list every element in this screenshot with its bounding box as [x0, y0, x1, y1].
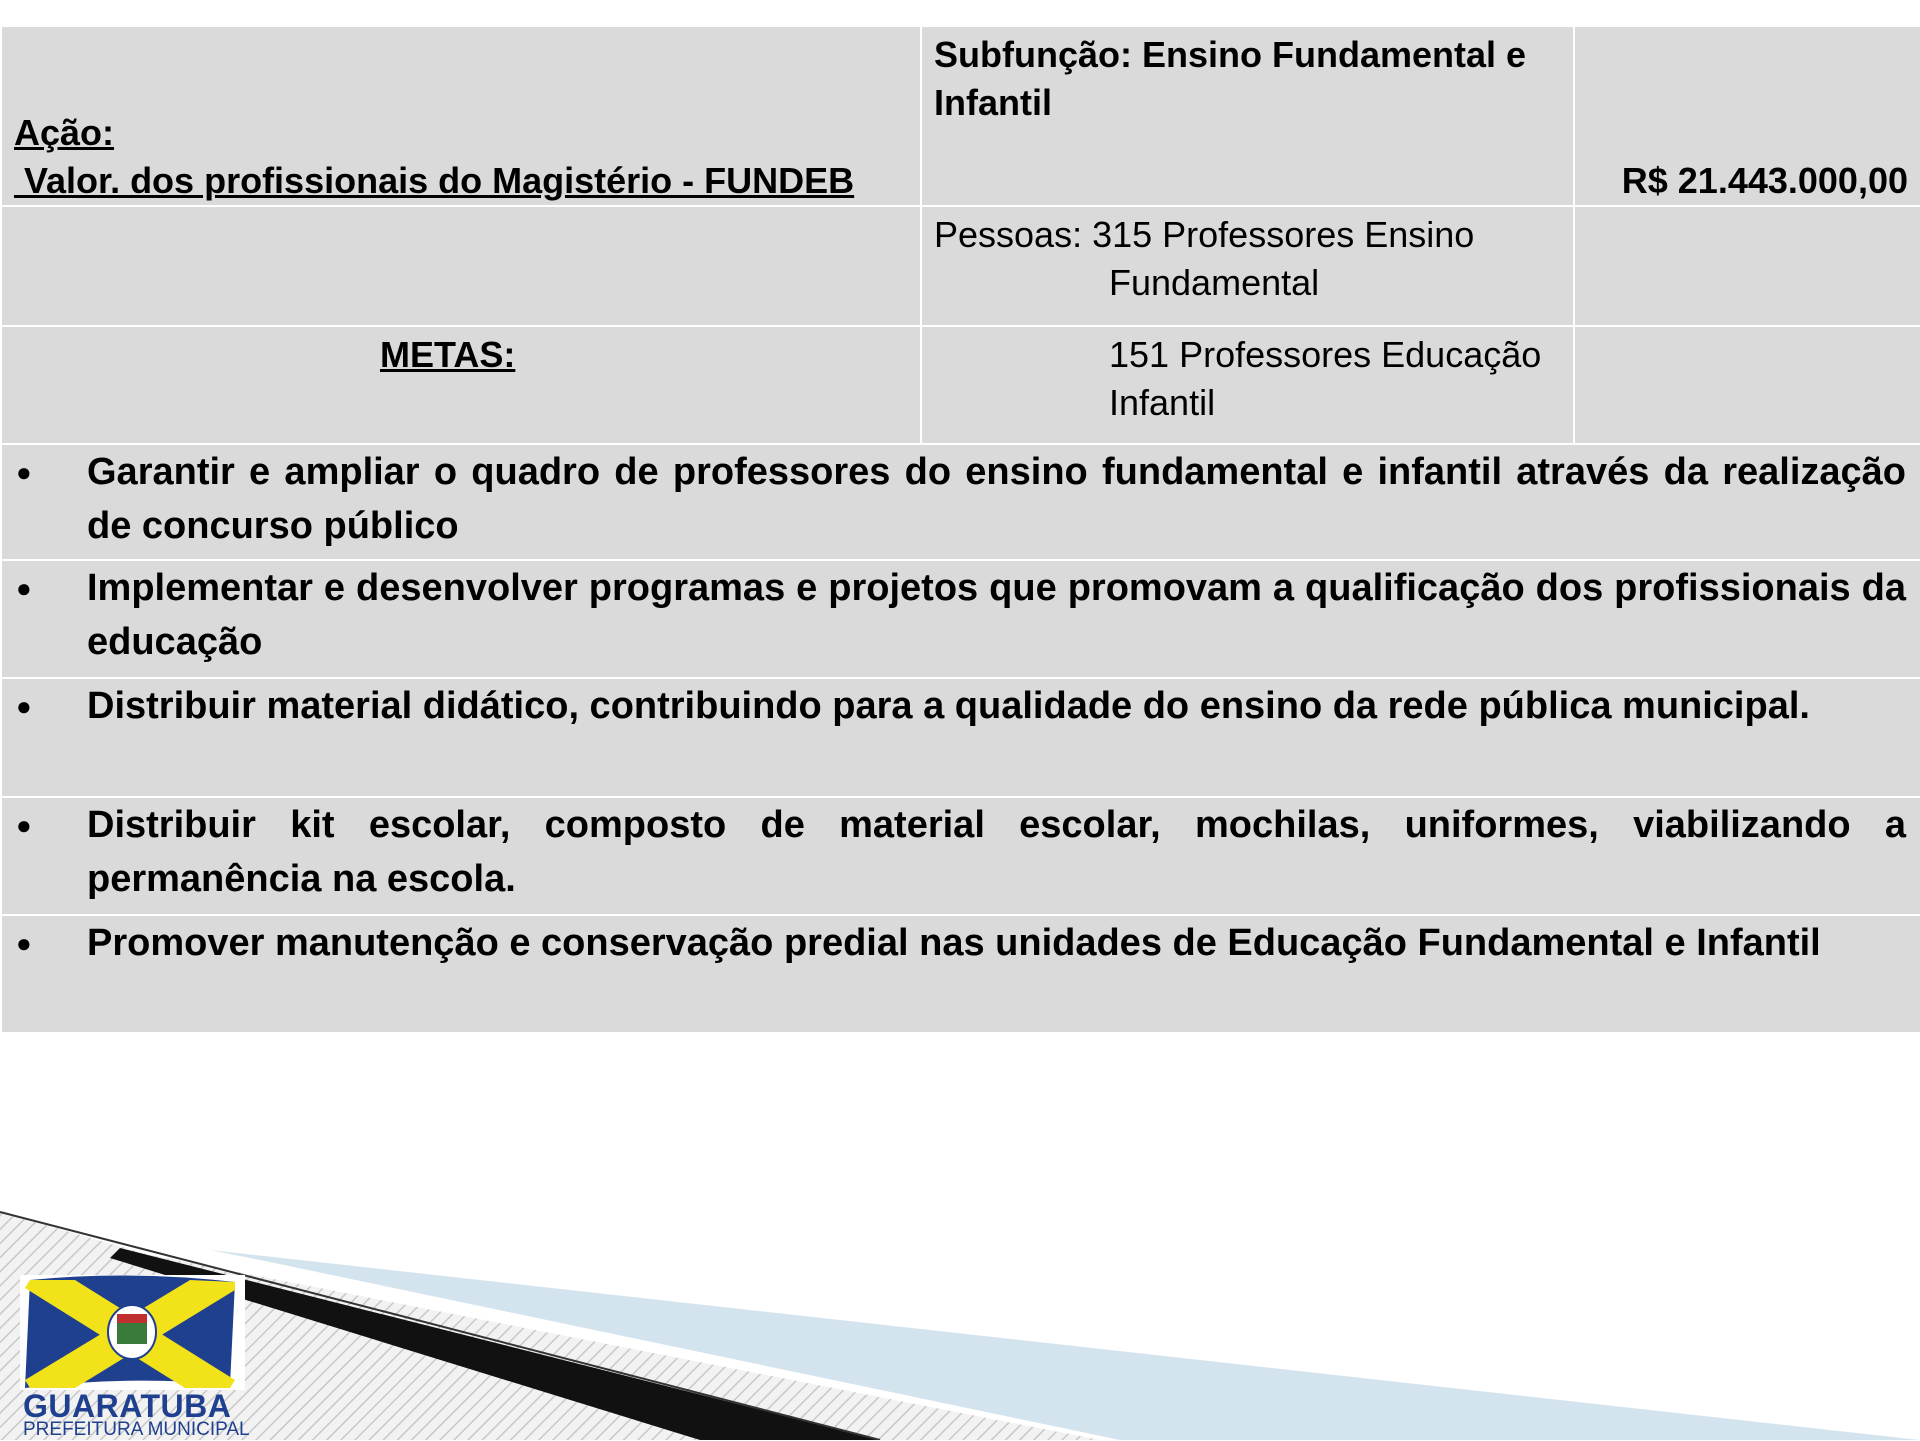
bullet-text: Distribuir material didático, contribuindo para a qualidade do ensino da rede pública municipal.: [87, 685, 1810, 727]
logo-name: GUARATUBA: [23, 1388, 232, 1424]
bullet-item: [1, 560, 1920, 678]
bullet-row: [1, 444, 1920, 560]
bullet-text: Garantir e ampliar o quadro de professores do ensino fundamental e infantil através da realização de concurso público: [87, 451, 1906, 547]
bullet-text: Promover manutenção e conservação predial nas unidades de Educação Fundamental e Infantil: [87, 922, 1821, 964]
metas-row: [1, 326, 1920, 444]
metas-label-cell: [1, 326, 921, 444]
bullet-item: [1, 678, 1920, 797]
bullet-icon: ●: [16, 457, 32, 487]
pessoas-line1: Pessoas: 315 Professores Ensino: [934, 214, 1475, 255]
metas-line1: 151 Professores Educação: [1109, 334, 1542, 375]
bullet-item: [1, 797, 1920, 915]
bullet-text: Implementar e desenvolver programas e projetos que promovam a qualificação dos profissionais da educação: [87, 567, 1906, 663]
bullet-row: [1, 797, 1920, 915]
subfuncao-text: Subfunção: Ensino Fundamental e Infantil: [934, 34, 1527, 123]
acao-value: Valor. dos profissionais do Magistério - FUNDEB: [14, 160, 855, 201]
bullet-item: [1, 444, 1920, 560]
empty-cell: [1574, 206, 1920, 326]
bullet-row: [1, 678, 1920, 797]
bullet-row: [1, 915, 1920, 1033]
guaratuba-logo: [20, 1270, 250, 1440]
bullet-icon: ●: [16, 928, 32, 958]
bullet-icon: ●: [16, 810, 32, 840]
bullet-row: [1, 560, 1920, 678]
subfuncao-cell: [921, 26, 1574, 206]
pessoas-cell: [921, 206, 1574, 326]
valor-cell: [1574, 26, 1920, 206]
bullet-icon: ●: [16, 691, 32, 721]
pessoas-line2: Fundamental: [1109, 262, 1320, 303]
acao-label: Ação:: [14, 112, 115, 153]
metas-label: METAS:: [380, 334, 516, 375]
bullet-item: [1, 915, 1920, 1033]
empty-cell: [1574, 326, 1920, 444]
decorative-swoosh: [0, 1200, 1920, 1440]
bullet-icon: ●: [16, 573, 32, 603]
empty-cell: [1, 206, 921, 326]
metas-value-cell: [921, 326, 1574, 444]
metas-line2: Infantil: [1109, 382, 1216, 423]
acao-cell: [1, 26, 921, 206]
valor-text: R$ 21.443.000,00: [1621, 160, 1908, 201]
pessoas-row: [1, 206, 1920, 326]
bullet-text: Distribuir kit escolar, composto de material escolar, mochilas, uniformes, viabilizando a permanência na escola.: [87, 804, 1906, 900]
header-row: [1, 26, 1920, 206]
budget-table: [0, 25, 1920, 1034]
flag-icon: [20, 1270, 245, 1400]
logo-subtitle: PREFEITURA MUNICIPAL: [23, 1419, 250, 1440]
